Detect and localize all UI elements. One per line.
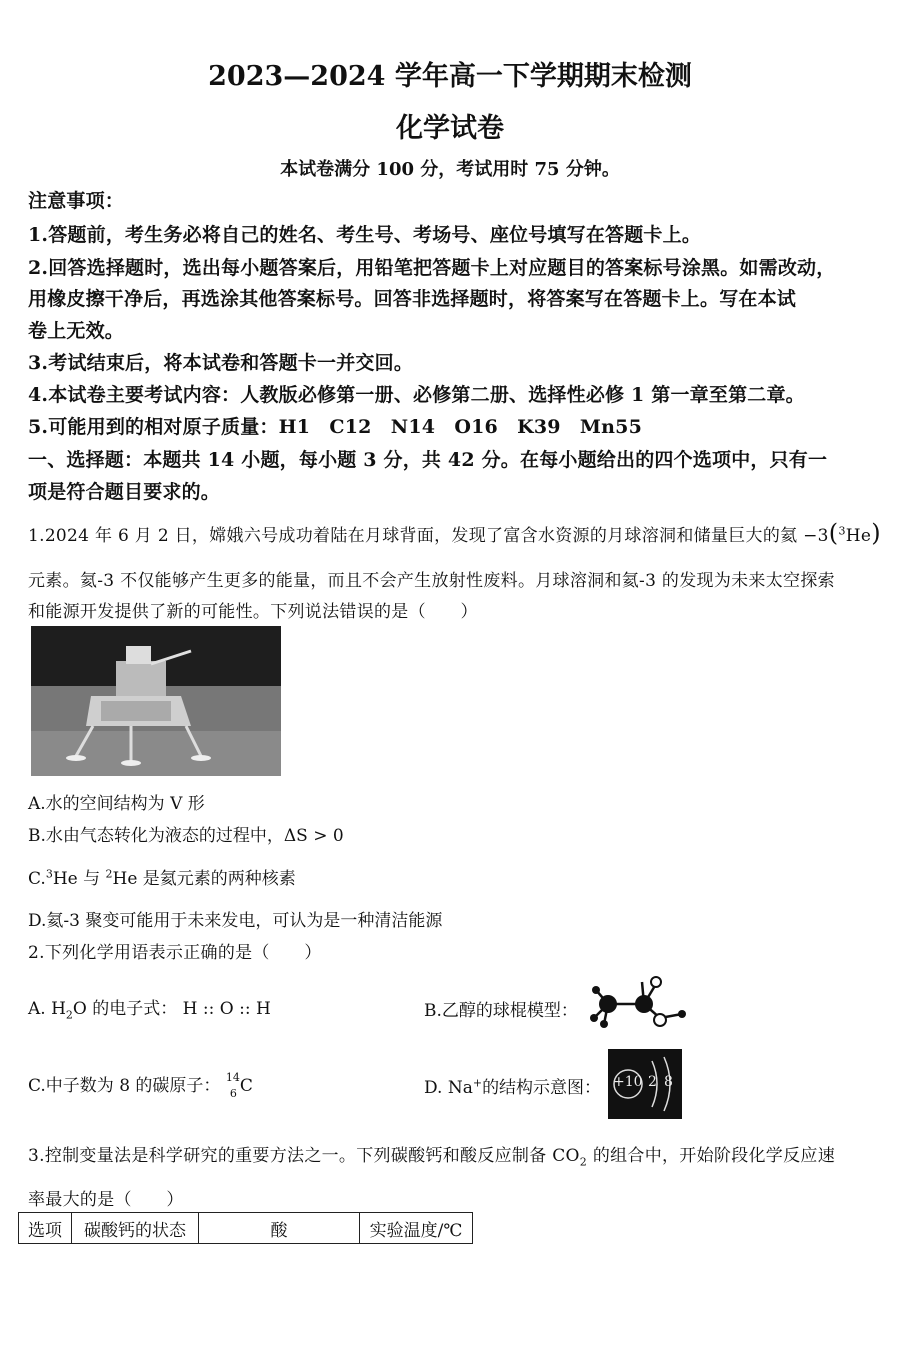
section-1-line-2: 项是符合题目要求的。 (28, 481, 221, 503)
shell-1-electrons: 2 (648, 1074, 657, 1090)
q2-option-c: C.中子数为 8 的碳原子： 14 6 C (28, 1070, 253, 1100)
notice-heading: 注意事项： (28, 190, 125, 212)
table-header-acid: 酸 (199, 1213, 360, 1244)
q1-stem-line-2: 元素。氦-3 不仅能够产生更多的能量，而且不会产生放射性废料。月球溶洞和氦-3 的发现为未来太空探索 (28, 571, 835, 591)
notice-item-4: 4.本试卷主要考试内容：人教版必修第一册、必修第二册、选择性必修 1 第一章至第二章。 (28, 384, 805, 406)
lander-photo (31, 626, 281, 776)
exam-title: 2023—2024 学年高一下学期期末检测 (208, 61, 692, 92)
lander-illustration (31, 626, 281, 776)
table-header-temperature: 实验温度/℃ (360, 1213, 473, 1244)
q2-option-d: D. Na+的结构示意图： (424, 1076, 602, 1098)
notice-item-2-line-1: 2.回答选择题时，选出每小题答案后，用铅笔把答题卡上对应题目的答案标号涂黑。如需改动， (28, 257, 836, 279)
nucleus-label: +10 (613, 1074, 643, 1090)
notice-item-3: 3.考试结束后，将本试卷和答题卡一并交回。 (28, 352, 414, 374)
q1-stem-line-1: 1.2024 年 6 月 2 日，嫦娥六号成功着陆在月球背面，发现了富含水资源的月球溶洞和储量巨大的氦 −3($^3$He) (28, 519, 881, 547)
exam-subject: 化学试卷 (396, 113, 504, 144)
q3-stem-line-1: 3.控制变量法是科学研究的重要方法之一。下列碳酸钙和酸反应制备 $CO_2$ 的组合中，开始阶段化学反应速 (28, 1146, 836, 1169)
q1-option-d: D.氦-3 聚变可能用于未来发电，可认为是一种清洁能源 (28, 911, 443, 931)
q1-option-b: B.水由气态转化为液态的过程中，ΔS > 0 (28, 826, 344, 846)
q2-option-b: B.乙醇的球棍模型： (424, 1001, 578, 1021)
notice-item-2-line-3: 卷上无效。 (28, 320, 125, 342)
q2-option-a: A. $H_2O$ 的电子式： H :: O :: H (28, 999, 271, 1022)
shell-2-electrons: 8 (664, 1074, 673, 1090)
sodium-ion-structure-diagram (608, 1049, 682, 1119)
q1-stem-line-3: 和能源开发提供了新的可能性。下列说法错误的是（ ） (28, 602, 478, 622)
q2-stem: 2.下列化学用语表示正确的是（ ） (28, 943, 322, 963)
table-header-row (19, 1213, 473, 1244)
notice-item-2-line-2: 用橡皮擦干净后，再选涂其他答案标号。回答非选择题时，将答案写在答题卡上。写在本试 (28, 288, 797, 310)
notice-item-5: 5.可能用到的相对原子质量：H1 C12 N14 O16 K39 Mn55 (28, 416, 643, 438)
section-1-line-1: 一、选择题：本题共 14 小题，每小题 3 分，共 42 分。在每小题给出的四个选项中，只有一 (28, 449, 828, 471)
q1-option-c: C.$^3$He 与 $^2$He 是氦元素的两种核素 (28, 867, 296, 889)
q3-stem-line-2: 率最大的是（ ） (28, 1190, 184, 1210)
q1-option-a: A.水的空间结构为 V 形 (28, 794, 205, 814)
table-header-option: 选项 (19, 1213, 72, 1244)
table-header-state: 碳酸钙的状态 (72, 1213, 199, 1244)
notice-item-1: 1.答题前，考生务必将自己的姓名、考生号、考场号、座位号填写在答题卡上。 (28, 224, 702, 246)
q3-table (18, 1212, 473, 1244)
exam-info: 本试卷满分 100 分，考试用时 75 分钟。 (280, 159, 620, 180)
ethanol-ball-stick-model (584, 972, 694, 1034)
